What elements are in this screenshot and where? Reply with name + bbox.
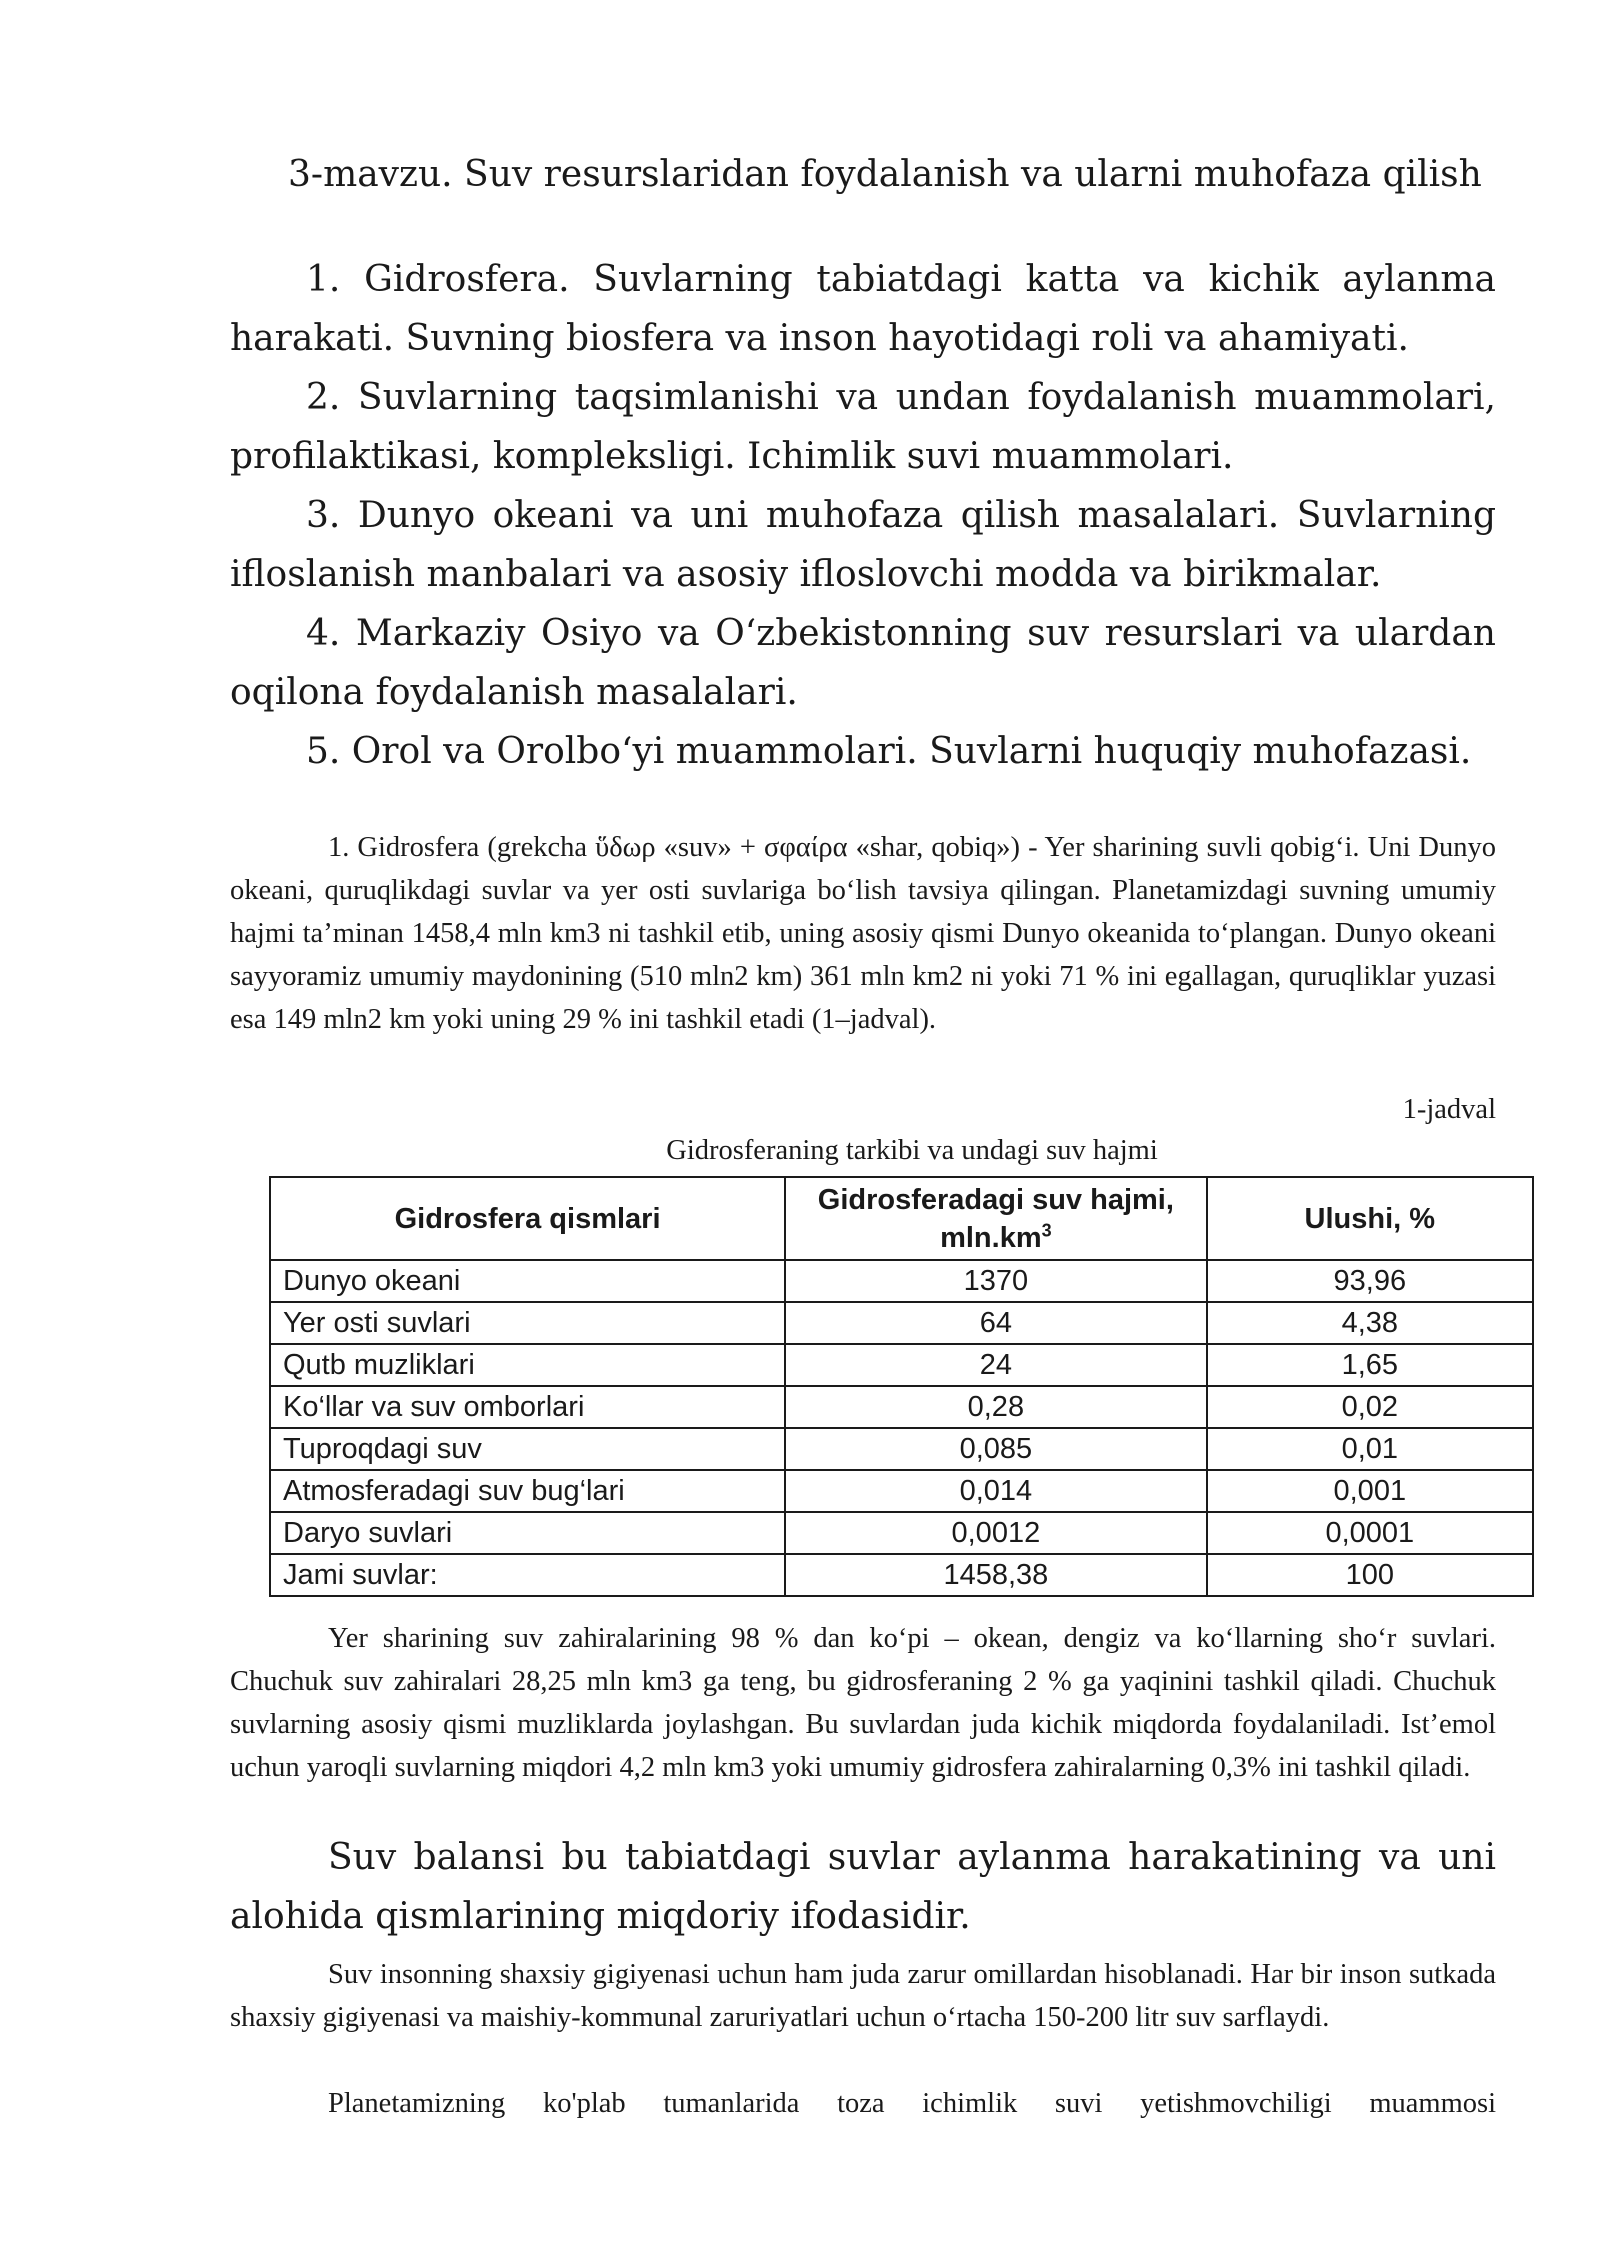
table-row bbox=[270, 1428, 1533, 1470]
cell-part: Daryo suvlari bbox=[270, 1512, 785, 1554]
cell-part: Qutb muzliklari bbox=[270, 1344, 785, 1386]
cell-share: 100 bbox=[1207, 1554, 1533, 1596]
cell-volume: 0,085 bbox=[785, 1428, 1206, 1470]
table-row bbox=[270, 1386, 1533, 1428]
cell-share: 0,01 bbox=[1207, 1428, 1533, 1470]
cell-volume: 24 bbox=[785, 1344, 1206, 1386]
paragraph-hygiene: Suv insonning shaxsiy gigiyenasi uchun ham juda zarur omillardan hisoblanadi. Har bir inson sutkada shaxsiy gigiyenasi va maishiy-kommunal zaruriyatlari uchun o‘rtacha 150-200 litr suv sarflaydi. bbox=[230, 1959, 1496, 2033]
topic-outline bbox=[230, 250, 1496, 781]
cell-part: Atmosferadagi suv bug‘lari bbox=[270, 1470, 785, 1512]
paragraph-drinking-water: Planetamizning ko'plab tumanlarida toza ichimlik suvi yetishmovchiligi muammosi bbox=[328, 2088, 1496, 2119]
cell-volume: 1370 bbox=[785, 1260, 1206, 1302]
table-header-row bbox=[270, 1177, 1533, 1260]
outline-item: 1. Gidrosfera. Suvlarning tabiatdagi katta va kichik aylanma harakati. Suvning biosfera va inson hayotidagi roli va ahamiyati. bbox=[230, 259, 1496, 359]
cell-part: Ko‘llar va suv omborlari bbox=[270, 1386, 785, 1428]
table-caption: Gidrosferaning tarkibi va undagi suv hajmi bbox=[666, 1135, 1158, 1166]
outline-item: 4. Markaziy Osiyo va O‘zbekistonning suv resurslari va ulardan oqilona foydalanish masalalari. bbox=[230, 613, 1496, 713]
table-row bbox=[270, 1344, 1533, 1386]
cell-volume: 1458,38 bbox=[785, 1554, 1206, 1596]
outline-item: 3. Dunyo okeani va uni muhofaza qilish masalalari. Suvlarning ifloslanish manbalari va asosiy ifloslovchi modda va birikmalar. bbox=[230, 495, 1496, 595]
table-row-total bbox=[270, 1554, 1533, 1596]
cell-volume: 0,0012 bbox=[785, 1512, 1206, 1554]
table-label: 1-jadval bbox=[1402, 1094, 1496, 1125]
paragraph-water-balance: Suv balansi bu tabiatdagi suvlar aylanma harakatining va uni alohida qismlarining miqdoriy ifodasidir. bbox=[230, 1837, 1496, 1937]
table-row bbox=[270, 1260, 1533, 1302]
cell-share: 4,38 bbox=[1207, 1302, 1533, 1344]
outline-item: 5. Orol va Orolbo‘yi muammolari. Suvlarni huquqiy muhofazasi. bbox=[306, 731, 1472, 772]
outline-item: 2. Suvlarning taqsimlanishi va undan foydalanish muammolari, profilaktikasi, kompleksligi. Ichimlik suvi muammolari. bbox=[230, 377, 1496, 477]
cell-part: Yer osti suvlari bbox=[270, 1302, 785, 1344]
cell-share: 0,001 bbox=[1207, 1470, 1533, 1512]
cell-share: 1,65 bbox=[1207, 1344, 1533, 1386]
cell-part: Tuproqdagi suv bbox=[270, 1428, 785, 1470]
table-row bbox=[270, 1302, 1533, 1344]
table-row bbox=[270, 1470, 1533, 1512]
page-title: 3-mavzu. Suv resurslaridan foydalanish va ularni muhofaza qilish bbox=[288, 154, 1482, 195]
table-row bbox=[270, 1512, 1533, 1554]
cell-share: 0,0001 bbox=[1207, 1512, 1533, 1554]
header-parts: Gidrosfera qismlari bbox=[270, 1177, 785, 1260]
cell-part: Dunyo okeani bbox=[270, 1260, 785, 1302]
paragraph-gidrosfera: 1. Gidrosfera (grekcha ὕδωρ «suv» + σφαίρα «shar, qobiq») - Yer sharining suvli qobig‘i. Uni Dunyo okeani, quruqlikdagi suvlar va yer osti suvlariga bo‘lish tavsiya qilingan. Planetamizdagi suvning umumiy hajmi ta’minan 1458,4 mln km3 ni tashkil etib, uning asosiy qismi Dunyo okeanida to‘plangan. Dunyo okeani sayyoramiz umumiy maydonining (510 mln2 km) 361 mln km2 ni yoki 71 % ini egallagan, quruqliklar yuzasi esa 149 mln2 km yoki uning 29 % ini tashkil etadi (1–jadval). bbox=[230, 832, 1496, 1035]
cell-share: 93,96 bbox=[1207, 1260, 1533, 1302]
cell-share: 0,02 bbox=[1207, 1386, 1533, 1428]
header-share: Ulushi, % bbox=[1207, 1177, 1533, 1260]
cell-volume: 0,28 bbox=[785, 1386, 1206, 1428]
hydrosphere-table bbox=[269, 1176, 1534, 1597]
cell-part: Jami suvlar: bbox=[270, 1554, 785, 1596]
cell-volume: 64 bbox=[785, 1302, 1206, 1344]
cell-volume: 0,014 bbox=[785, 1470, 1206, 1512]
header-volume: Gidrosferadagi suv hajmi, $mln.km^3$ bbox=[785, 1177, 1206, 1260]
paragraph-water-reserves: Yer sharining suv zahiralarining 98 % dan ko‘pi – okean, dengiz va ko‘llarning sho‘r suvlari. Chuchuk suv zahiralari 28,25 mln km3 ga teng, bu gidrosferaning 2 % ga yaqinini tashkil qiladi. Chuchuk suvlarning asosiy qismi muzliklarda joylashgan. Bu suvlardan juda kichik miqdorda foydalaniladi. Ist’emol uchun yaroqli suvlarning miqdori 4,2 mln km3 yoki umumiy gidrosfera zahiralarning 0,3% ini tashkil qiladi. bbox=[230, 1623, 1496, 1783]
